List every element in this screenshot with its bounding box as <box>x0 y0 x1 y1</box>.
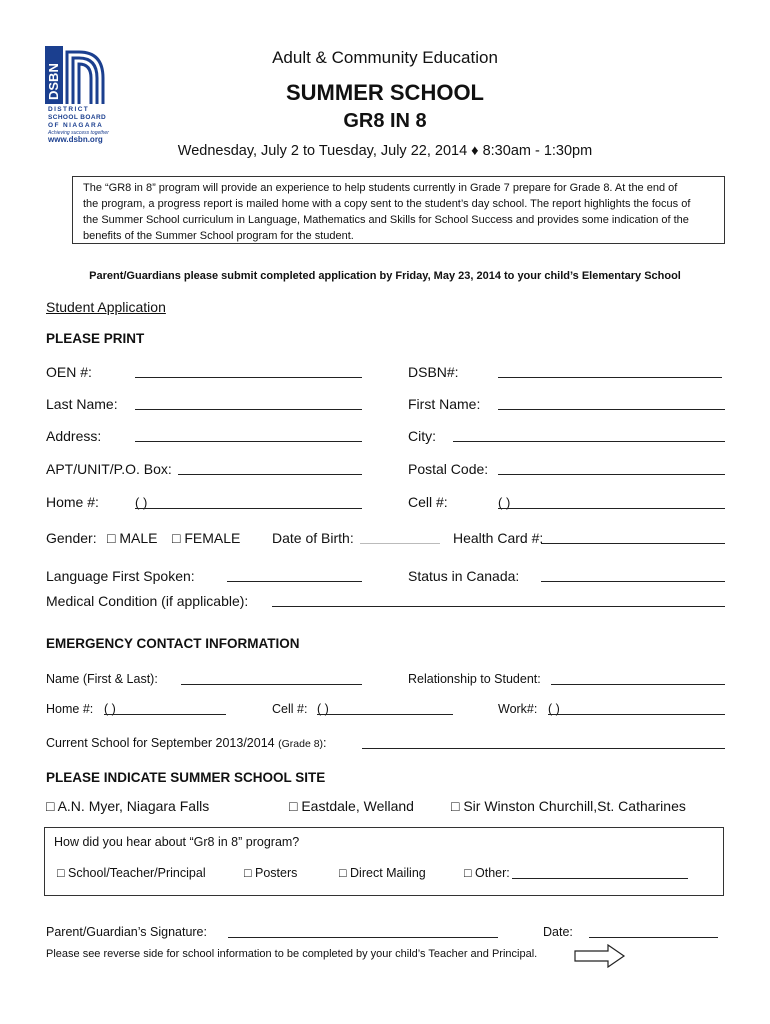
gender-male-checkbox[interactable]: □ MALE <box>107 530 158 546</box>
emergency-work-label: Work#: <box>498 702 538 716</box>
emergency-cell-area: ( ) <box>317 702 329 716</box>
survey-mailing-checkbox[interactable]: □ Direct Mailing <box>339 866 426 880</box>
emergency-work-field[interactable] <box>548 714 725 715</box>
logo-line1: DISTRICT <box>48 106 90 113</box>
home-area-code: ( ) <box>135 495 148 510</box>
page-title: SUMMER SCHOOL <box>286 80 484 105</box>
site-eastdale-checkbox[interactable]: □ Eastdale, Welland <box>289 798 414 814</box>
gender-label: Gender: <box>46 530 97 546</box>
cell-area-code: ( ) <box>498 495 511 510</box>
reverse-side-note: Please see reverse side for school information to be completed by your child’s Teacher and Principal. <box>46 948 538 960</box>
dsbn-field[interactable] <box>498 377 722 378</box>
submission-notice: Parent/Guardians please submit completed application by Friday, May 23, 2014 to your child’s Elementary School <box>89 270 681 282</box>
logo-tagline: Achieving success together <box>48 130 109 136</box>
emergency-home-label: Home #: <box>46 702 94 716</box>
oen-label: OEN #: <box>46 364 92 380</box>
first-name-label: First Name: <box>408 396 481 412</box>
gender-female-checkbox[interactable]: □ FEMALE <box>172 530 241 546</box>
first-name-field[interactable] <box>498 409 725 410</box>
current-school-label <box>46 736 327 750</box>
logo-line2: SCHOOL BOARD <box>48 114 107 121</box>
current-school-field[interactable] <box>362 748 725 749</box>
home-phone-label: Home #: <box>46 494 99 510</box>
emergency-cell-field[interactable] <box>317 714 453 715</box>
survey-other-checkbox[interactable]: □ Other: <box>464 866 510 880</box>
description-line: the program, a progress report is mailed home with a copy sent to the student’s day school. The report highlights the focus of <box>83 198 691 210</box>
apt-label: APT/UNIT/P.O. Box: <box>46 461 172 477</box>
city-label: City: <box>408 428 436 444</box>
last-name-field[interactable] <box>135 409 362 410</box>
date-field[interactable] <box>589 937 718 938</box>
site-heading: PLEASE INDICATE SUMMER SCHOOL SITE <box>46 770 326 785</box>
dob-label: Date of Birth: <box>272 530 354 546</box>
current-school-text: Current School for September 2013/2014 <box>46 736 275 750</box>
emergency-home-area: ( ) <box>104 702 116 716</box>
emergency-work-area: ( ) <box>548 702 560 716</box>
description-line: the Summer School curriculum in Language, Mathematics and Skills for School Success and provides some indication of the <box>83 214 689 226</box>
survey-school-checkbox[interactable]: □ School/Teacher/Principal <box>57 866 206 880</box>
emergency-home-field[interactable] <box>104 714 226 715</box>
language-label: Language First Spoken: <box>46 568 195 584</box>
medical-label: Medical Condition (if applicable): <box>46 593 249 609</box>
site-an-myer-checkbox[interactable]: □ A.N. Myer, Niagara Falls <box>46 798 210 814</box>
status-label: Status in Canada: <box>408 568 520 584</box>
dob-field[interactable] <box>360 543 440 544</box>
program-dates: Wednesday, July 2 to Tuesday, July 22, 2014 ♦ 8:30am - 1:30pm <box>177 143 593 159</box>
postal-code-label: Postal Code: <box>408 461 489 477</box>
language-field[interactable] <box>227 581 362 582</box>
apt-field[interactable] <box>178 474 362 475</box>
city-field[interactable] <box>453 441 725 442</box>
page-subtitle: GR8 IN 8 <box>343 110 427 132</box>
dsbn-label: DSBN#: <box>408 364 459 380</box>
address-label: Address: <box>46 428 102 444</box>
home-phone-field[interactable] <box>135 508 362 509</box>
emergency-cell-label: Cell #: <box>272 702 308 716</box>
last-name-label: Last Name: <box>46 396 118 412</box>
survey-question: How did you hear about “Gr8 in 8” program? <box>54 835 300 849</box>
description-line: benefits of the Summer School program for the student. <box>83 230 354 242</box>
emergency-name-field[interactable] <box>181 684 362 685</box>
emergency-heading: EMERGENCY CONTACT INFORMATION <box>46 636 300 651</box>
cell-phone-label: Cell #: <box>408 494 448 510</box>
oen-field[interactable] <box>135 377 362 378</box>
health-card-label: Health Card #: <box>453 530 544 546</box>
logo-line3: OF NIAGARA <box>48 122 104 129</box>
medical-field[interactable] <box>272 606 725 607</box>
program-description-box <box>72 176 725 244</box>
description-line: The “GR8 in 8” program will provide an experience to help students currently in Grade 7 prepare for Grade 8. At the end of <box>83 182 678 194</box>
student-application-heading: Student Application <box>46 299 166 315</box>
please-print-heading: PLEASE PRINT <box>46 331 145 346</box>
current-school-colon: : <box>323 736 327 750</box>
signature-field[interactable] <box>228 937 498 938</box>
date-label: Date: <box>543 925 573 939</box>
organization-name: Adult & Community Education <box>272 48 498 67</box>
grade-note: (Grade 8) <box>278 738 324 750</box>
signature-label: Parent/Guardian’s Signature: <box>46 925 207 939</box>
survey-posters-checkbox[interactable]: □ Posters <box>244 866 298 880</box>
address-field[interactable] <box>135 441 362 442</box>
relationship-field[interactable] <box>551 684 725 685</box>
status-field[interactable] <box>541 581 725 582</box>
health-card-field[interactable] <box>541 543 725 544</box>
survey-other-field[interactable] <box>512 878 688 879</box>
logo-url: www.dsbn.org <box>48 135 103 144</box>
postal-code-field[interactable] <box>498 474 725 475</box>
site-sir-winston-checkbox[interactable]: □ Sir Winston Churchill,St. Catharines <box>451 798 686 814</box>
logo-vertical-text: DSBN <box>46 63 61 100</box>
arrow-right-icon <box>574 944 626 968</box>
relationship-label: Relationship to Student: <box>408 672 541 686</box>
cell-phone-field[interactable] <box>498 508 725 509</box>
emergency-name-label: Name (First & Last): <box>46 672 158 686</box>
